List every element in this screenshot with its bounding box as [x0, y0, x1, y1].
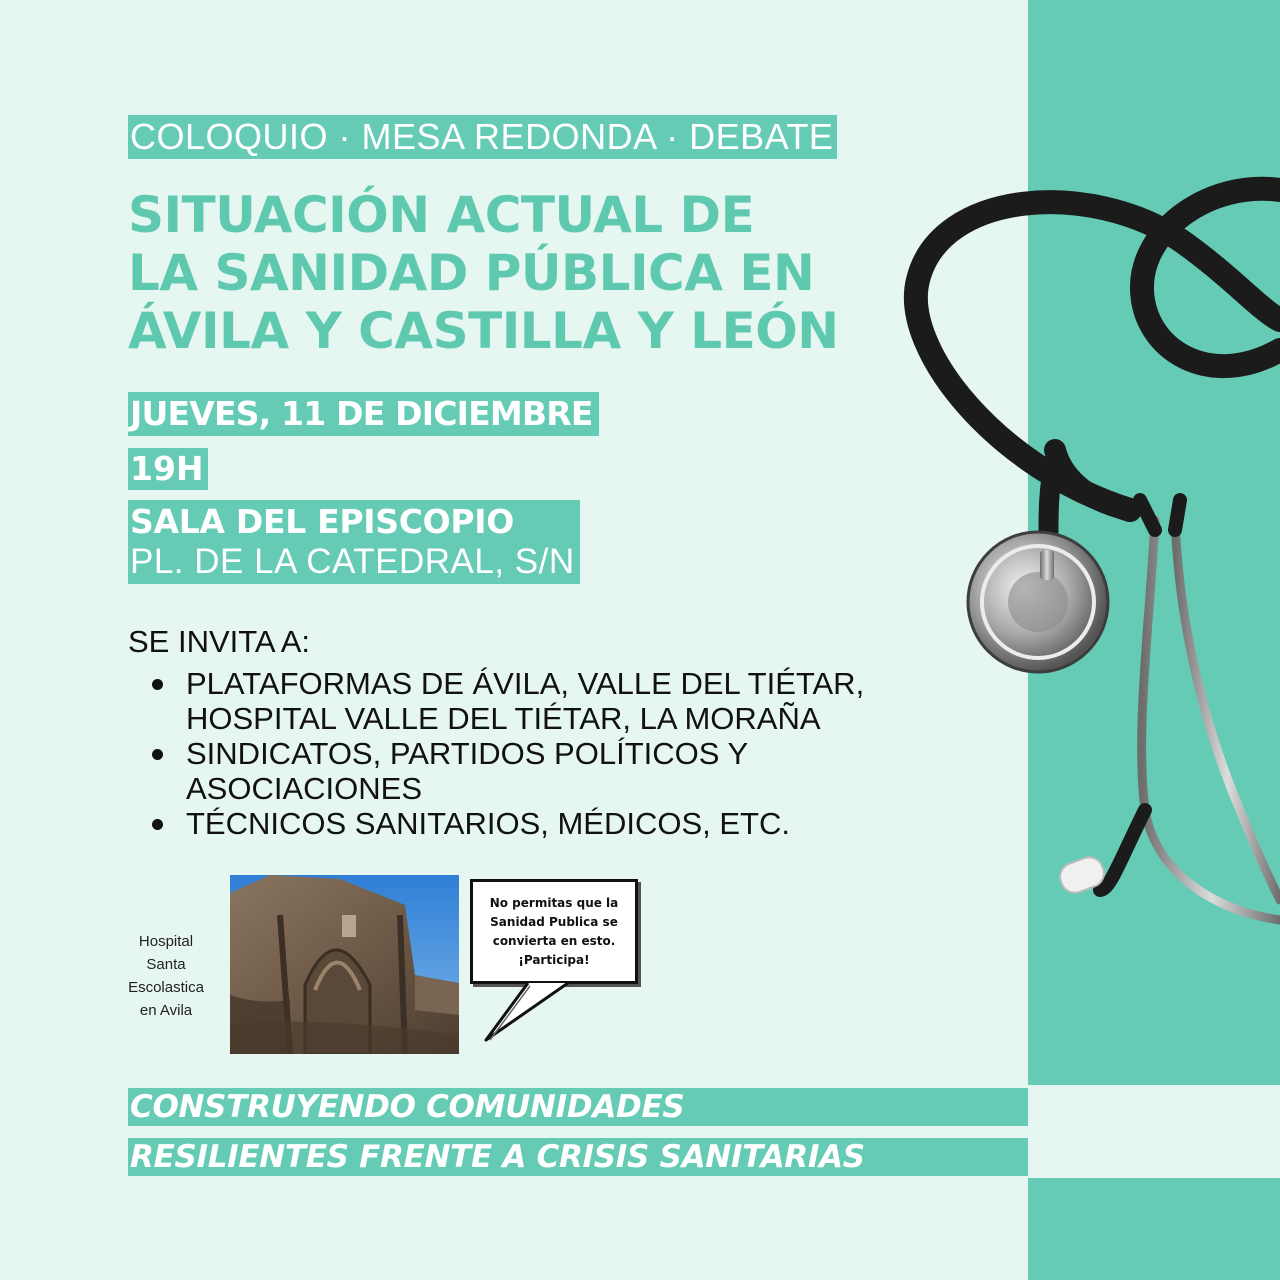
event-venue	[128, 500, 580, 584]
invite-list	[128, 666, 988, 841]
venue-address: PL. DE LA CATEDRAL, S/N	[130, 542, 575, 581]
list-item	[186, 666, 988, 736]
invite-item-text: PLATAFORMAS DE ÁVILA, VALLE DEL TIÉTAR, HOSPITAL VALLE DEL TIÉTAR, LA MORAÑA	[186, 666, 865, 736]
event-time: 19H	[128, 448, 208, 490]
list-item	[186, 806, 988, 841]
venue-name: SALA DEL EPISCOPIO	[130, 502, 514, 541]
bullet-icon	[152, 819, 163, 830]
event-title-line: LA SANIDAD PÚBLICA EN	[128, 244, 815, 302]
invite-item-text: SINDICATOS, PARTIDOS POLÍTICOS Y ASOCIACIONES	[186, 736, 748, 806]
list-item	[186, 736, 988, 806]
photo-caption: Hospital Santa Escolastica en Avila	[128, 933, 204, 1019]
event-type-label: COLOQUIO · MESA REDONDA · DEBATE	[128, 115, 837, 159]
event-title-line: ÁVILA Y CASTILLA Y LEÓN	[128, 302, 839, 360]
bullet-icon	[152, 679, 163, 690]
event-title	[128, 186, 948, 360]
event-title-line: SITUACIÓN ACTUAL DE	[128, 186, 755, 244]
event-date: JUEVES, 11 DE DICIEMBRE	[128, 392, 599, 436]
invite-title: SE INVITA A:	[128, 624, 311, 659]
slogan-line: RESILIENTES FRENTE A CRISIS SANITARIAS	[128, 1138, 1028, 1176]
speech-bubble: No permitas que la Sanidad Publica se convierta en esto. ¡Participa!	[470, 879, 638, 984]
slogan-line: CONSTRUYENDO COMUNIDADES	[128, 1088, 1028, 1126]
invite-item-text: TÉCNICOS SANITARIOS, MÉDICOS, ETC.	[186, 806, 790, 841]
speech-bubble-tail	[478, 980, 578, 1042]
invite-section	[128, 624, 988, 841]
bullet-icon	[152, 749, 163, 760]
hospital-ruins-photo	[230, 875, 459, 1054]
right-band-notch	[1028, 1085, 1280, 1178]
